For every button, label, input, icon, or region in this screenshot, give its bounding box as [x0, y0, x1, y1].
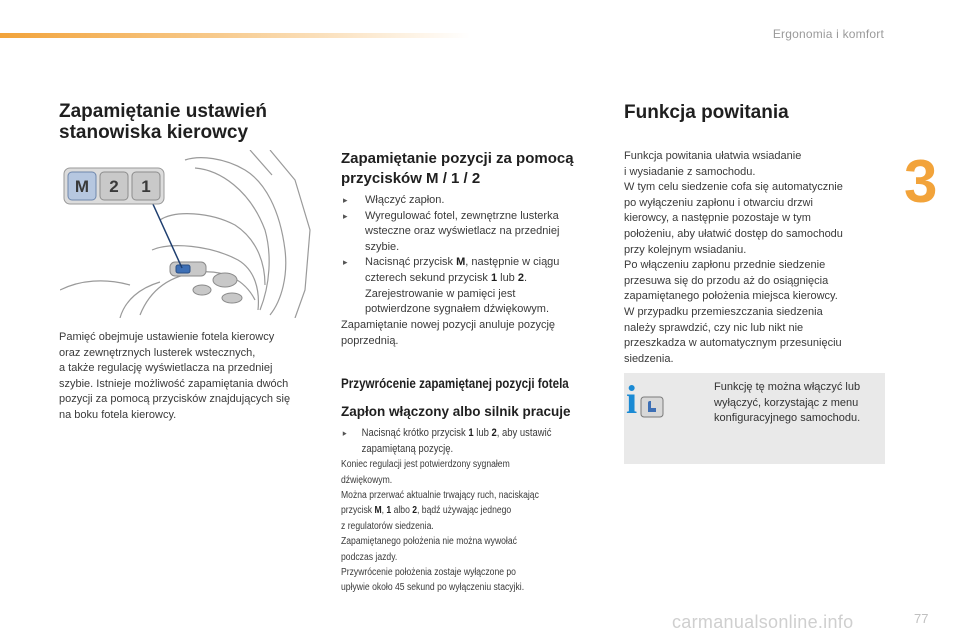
button-m-ref: M	[456, 256, 466, 269]
recall-text-line: Zapamiętanego położenia nie można wywołać	[341, 536, 517, 548]
save-step-text: Zarejestrowanie w pamięci jest	[365, 287, 516, 300]
save-step-text-part: lub	[497, 271, 518, 284]
memory-description-line: szybie. Istnieje możliwość zapamiętania dwóch	[59, 377, 289, 390]
save-note-line: poprzednią.	[341, 334, 399, 347]
save-step-text-part: .	[523, 271, 528, 284]
save-note-line: Zapamiętanie nowej pozycji anuluje pozycję	[341, 319, 556, 331]
welcome-body-line: przy kolejnym wsiadaniu.	[624, 243, 747, 256]
step-bullet-icon: ▸	[343, 257, 348, 268]
welcome-body-line: położeniu, aby ułatwić dostęp do samochodu	[624, 227, 843, 240]
save-note	[341, 318, 555, 349]
save-step-text-part: , następnie w ciągu	[465, 256, 560, 269]
recall-text-part: albo	[391, 505, 413, 517]
recall-text-line: upływie około 45 sekund po wyłączeniu stacyjki.	[341, 582, 525, 594]
welcome-body-line: i wysiadanie z samochodu.	[624, 165, 756, 178]
recall-step-text-part: lub	[473, 427, 492, 439]
recall-text-line: dźwiękowym.	[341, 474, 393, 486]
welcome-body-line: należy sprawdzić, czy nic lub nikt nie	[624, 321, 804, 334]
info-text-line: wyłączyć, korzystając z menu	[714, 396, 859, 409]
save-step-text: potwierdzone sygnałem dźwiękowym.	[365, 303, 550, 316]
recall-text	[341, 457, 625, 596]
memory-description-line: a także regulację wyświetlacza na przedniej	[59, 362, 273, 375]
welcome-title: Funkcja powitania	[624, 102, 789, 123]
button-2-ref: 2	[412, 505, 418, 517]
welcome-body-line: Po włączeniu zapłonu przednie siedzenie	[624, 259, 826, 272]
save-step-text-part: Nacisnąć przycisk	[365, 256, 457, 269]
recall-text-line	[341, 503, 625, 518]
save-step-text-part: czterech sekund przycisk	[365, 271, 491, 284]
info-text	[714, 380, 860, 427]
memory-description	[59, 330, 290, 424]
recall-text-part: ,	[381, 505, 387, 517]
welcome-body	[624, 149, 843, 367]
recall-text-line: Przywrócenie położenia zostaje wyłączone po	[341, 567, 516, 579]
info-text-line: Funkcję tę można włączyć lub	[714, 381, 861, 393]
save-step-text: Włączyć zapłon.	[365, 194, 445, 206]
save-step-text: Wyregulować fotel, zewnętrzne lusterka	[365, 209, 559, 222]
step-bullet-icon: ▸	[342, 428, 347, 438]
welcome-body-line: przeszkadza w automatycznym przesunięciu	[624, 337, 842, 350]
memory-button-m: M	[74, 177, 90, 196]
memory-button-1: 1	[141, 177, 151, 196]
save-step-text: szybie.	[365, 240, 400, 253]
seat-memory-illustration	[60, 150, 318, 318]
memory-description-line: pozycji za pomocą przycisków znajdujących się	[59, 393, 291, 406]
recall-text-line: Koniec regulacji jest potwierdzony sygnałem	[341, 459, 510, 471]
welcome-body-line: kierowcy, a następnie pozostaje w tym	[624, 212, 811, 225]
welcome-body-line: siedzenia.	[624, 352, 674, 365]
memory-description-line: oraz zewnętrznych lusterek wstecznych,	[59, 346, 256, 359]
button-1-ref: 1	[468, 427, 474, 439]
save-step	[341, 209, 621, 256]
save-position-title-line1: Zapamiętanie pozycji za pomocą	[341, 150, 574, 167]
step-bullet-icon: ▸	[343, 195, 348, 205]
button-2-ref: 2	[517, 271, 524, 284]
save-step	[341, 255, 621, 317]
recall-text-line: z regulatorów siedzenia.	[341, 520, 434, 532]
page-number: 77	[914, 611, 929, 626]
chapter-number: 3	[904, 148, 938, 215]
header-accent-bar	[0, 33, 470, 38]
memory-description-line: na boku fotela kierowcy.	[59, 408, 177, 421]
save-position-title-line2: przycisków M / 1 / 2	[341, 170, 481, 187]
button-1-ref: 1	[386, 505, 392, 517]
save-step	[341, 193, 621, 209]
button-2-ref: 2	[491, 427, 497, 439]
memory-title	[59, 101, 267, 143]
ignition-on-title: Zapłon włączony albo silnik pracuje	[341, 404, 571, 419]
recall-step-text	[362, 426, 625, 442]
save-step-text: wsteczne oraz wyświetlacz na przedniej	[365, 225, 560, 238]
save-step-text	[365, 271, 621, 287]
recall-title: Przywrócenie zapamiętanej pozycji fotela	[341, 376, 569, 391]
recall-text-part: , bądź używając jednego	[417, 505, 512, 517]
memory-button-2: 2	[109, 177, 119, 196]
welcome-body-line: po wyłączeniu zapłonu i otwarciu drzwi	[624, 196, 813, 209]
section-title: Ergonomia i komfort	[772, 27, 884, 41]
memory-description-line: Pamięć obejmuje ustawienie fotela kierowcy	[59, 331, 275, 343]
memory-title-line2: stanowiska kierowcy	[59, 122, 249, 143]
recall-step-text-part: , aby ustawić	[496, 427, 552, 439]
welcome-body-line: Funkcja powitania ułatwia wsiadanie	[624, 150, 802, 162]
info-text-line: konfiguracyjnego samochodu.	[714, 412, 861, 425]
recall-block	[341, 426, 625, 596]
button-1-ref: 1	[490, 271, 498, 284]
welcome-body-line: W tym celu siedzenie cofa się automatycznie	[624, 181, 843, 194]
recall-steps-list	[341, 426, 625, 457]
recall-step-text: zapamiętaną pozycję.	[361, 442, 454, 455]
recall-step	[341, 426, 625, 457]
recall-step-text-part: Nacisnąć krótko przycisk	[361, 427, 469, 439]
welcome-body-line: W przypadku przemieszczania siedzenia	[624, 305, 823, 318]
seat-illustration-svg	[60, 150, 318, 318]
recall-text-part: przycisk	[341, 505, 375, 517]
seat-settings-icon	[640, 396, 664, 418]
info-icon: i	[626, 377, 638, 422]
recall-text-line: podczas jazdy.	[341, 551, 398, 563]
welcome-body-line: przesuwa się do przodu aż do osiągnięcia	[624, 274, 829, 287]
step-bullet-icon: ▸	[343, 210, 348, 221]
save-steps-list	[341, 193, 621, 318]
welcome-body-line: zapamiętanego położenia miejsca kierowcy.	[624, 290, 838, 303]
seat-settings-icon-svg	[640, 396, 664, 418]
save-position-title	[341, 149, 574, 189]
recall-text-line: Można przerwać aktualnie trwający ruch, naciskając	[341, 490, 539, 501]
button-m-ref: M	[374, 505, 382, 517]
save-step-text	[365, 255, 621, 271]
memory-title-line1: Zapamiętanie ustawień	[59, 101, 268, 122]
watermark: carmanualsonline.info	[672, 612, 854, 632]
